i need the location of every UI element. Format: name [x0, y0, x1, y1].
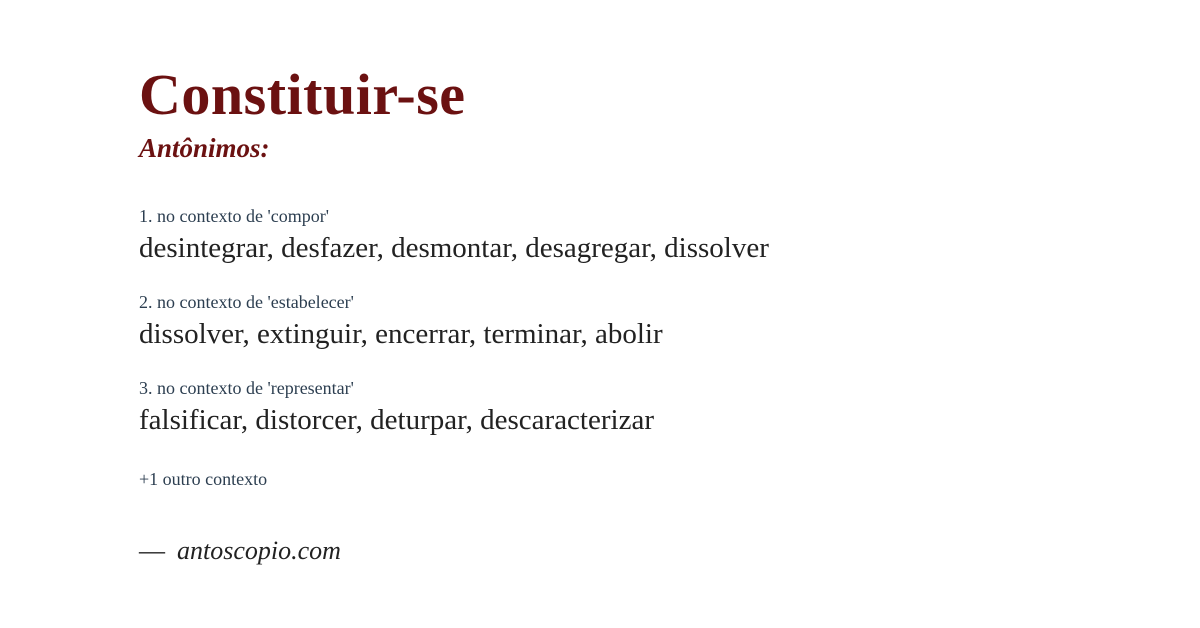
word-title: Constituir-se: [139, 62, 466, 127]
context-entry: [139, 376, 1140, 440]
more-contexts-link[interactable]: +1 outro contexto: [139, 469, 268, 489]
context-entries: [139, 204, 1140, 440]
attribution-dash: —: [139, 536, 165, 565]
source-site-link[interactable]: antoscopio.com: [177, 536, 341, 565]
source-attribution: [139, 534, 1140, 568]
context-entry: [139, 204, 1140, 268]
context-label: 1. no contexto de 'compor': [139, 206, 329, 226]
antonym-list: falsificar, distorcer, deturpar, descaracterizar: [139, 404, 654, 436]
antonym-list: desintegrar, desfazer, desmontar, desagregar, dissolver: [139, 232, 769, 264]
antonym-list: dissolver, extinguir, encerrar, terminar, abolir: [139, 318, 663, 350]
antonyms-heading: Antônimos:: [139, 133, 270, 163]
context-label: 3. no contexto de 'representar': [139, 378, 354, 398]
context-label: 2. no contexto de 'estabelecer': [139, 292, 354, 312]
context-entry: [139, 290, 1140, 354]
